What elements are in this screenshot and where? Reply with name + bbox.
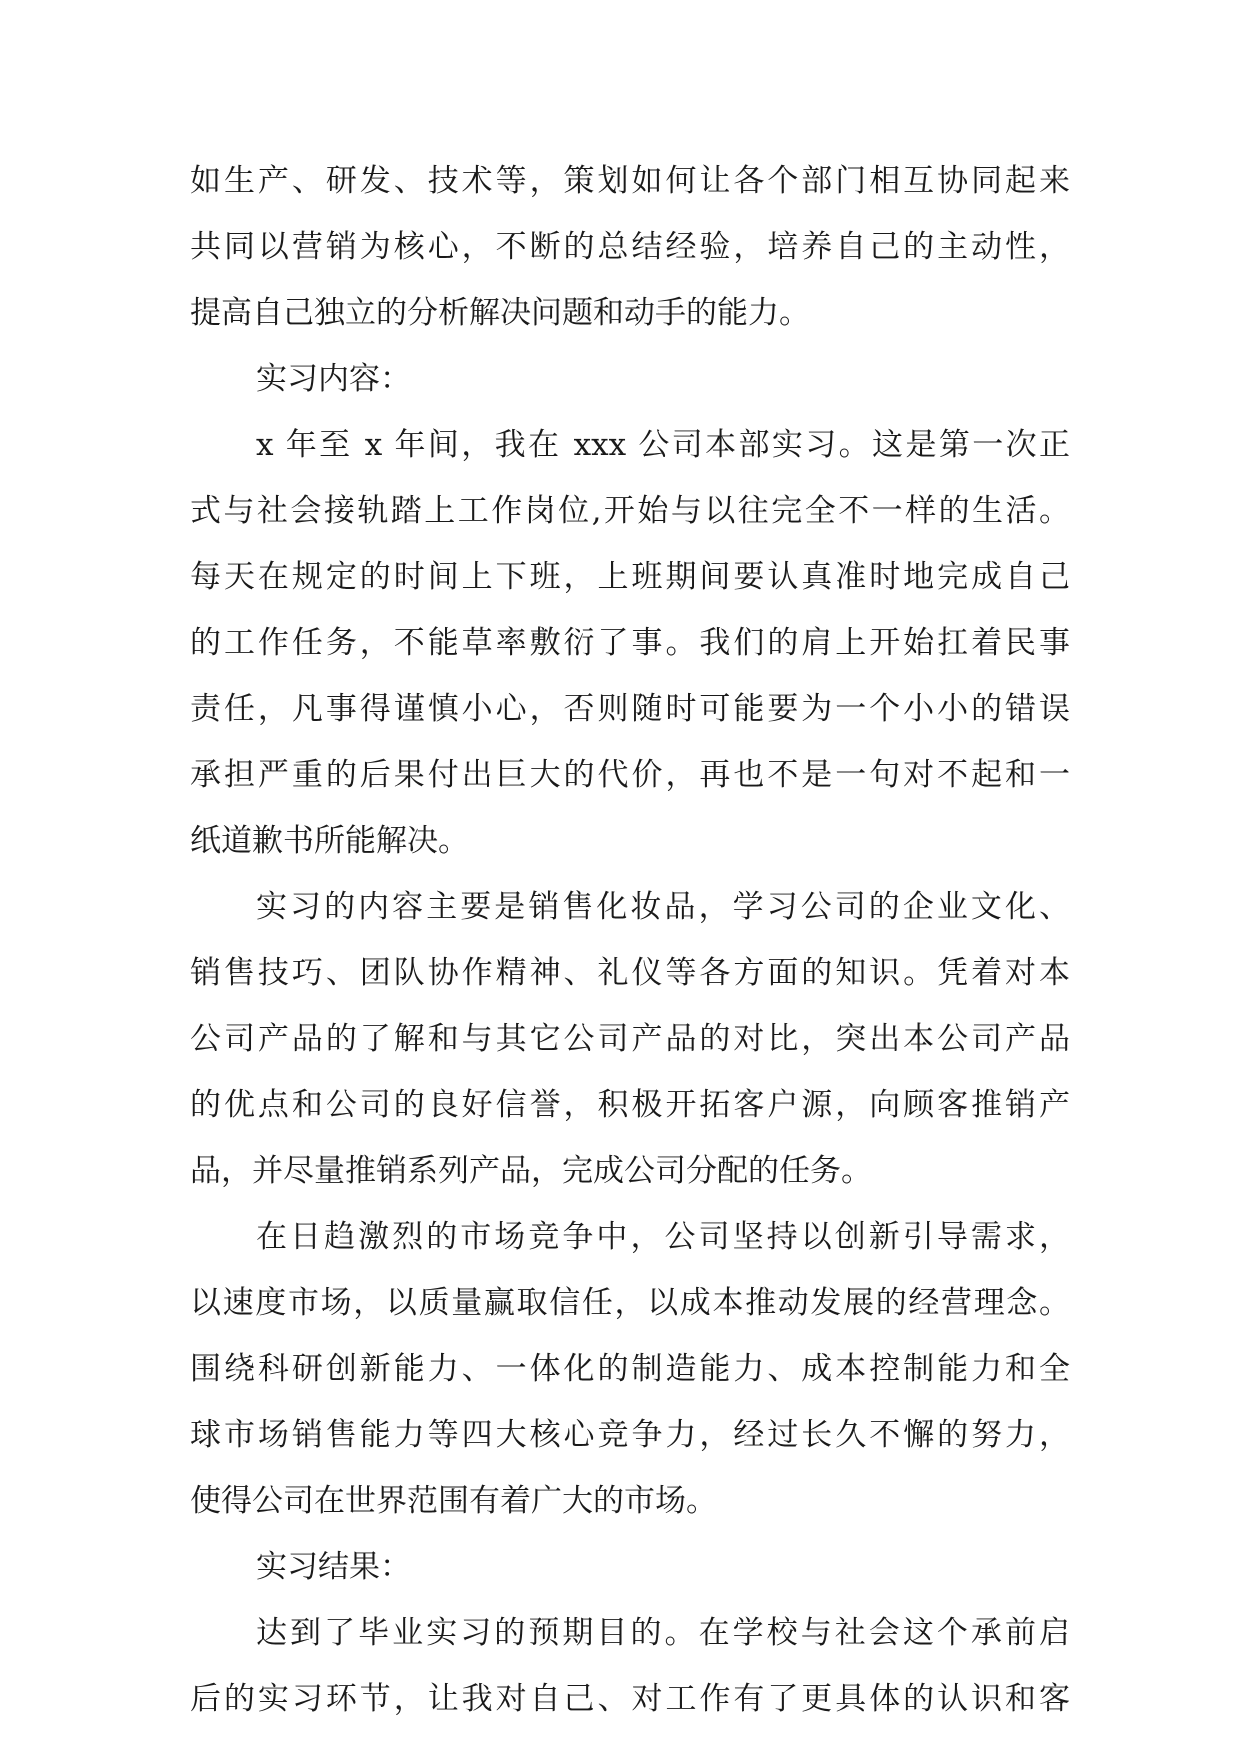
text-line: 在日趋激烈的市场竞争中，公司坚持以创新引导需求，: [256, 1219, 1070, 1255]
text-line: 球市场销售能力等四大核心竞争力，经过长久不懈的努力，: [190, 1417, 1070, 1453]
text-line: 共同以营销为核心，不断的总结经验，培养自己的主动性，: [190, 229, 1070, 265]
text-line: 提高自己独立的分析解决问题和动手的能力。: [190, 295, 810, 331]
text-line: 的工作任务，不能草率敷衍了事。我们的肩上开始扛着民事: [190, 625, 1070, 661]
text-line: 纸道歉书所能解决。: [190, 823, 469, 859]
section-heading-internship-result: 实习结果：: [256, 1549, 411, 1585]
text-line: x 年至 x 年间，我在 xxx 公司本部实习。这是第一次正: [256, 427, 1070, 463]
text-line: 责任，凡事得谨慎小心，否则随时可能要为一个小小的错误: [190, 691, 1070, 727]
text-line: 达到了毕业实习的预期目的。在学校与社会这个承前启: [256, 1615, 1070, 1651]
text-line: 承担严重的后果付出巨大的代价，再也不是一句对不起和一: [190, 757, 1070, 793]
text-line: 使得公司在世界范围有着广大的市场。: [190, 1483, 717, 1519]
text-line: 围绕科研创新能力、一体化的制造能力、成本控制能力和全: [190, 1351, 1070, 1387]
text-line: 每天在规定的时间上下班，上班期间要认真准时地完成自己: [190, 559, 1070, 595]
text-line: 式与社会接轨踏上工作岗位,开始与以往完全不一样的生活。: [190, 493, 1070, 529]
section-heading-internship-content: 实习内容：: [256, 361, 411, 397]
text-line: 品，并尽量推销系列产品，完成公司分配的任务。: [190, 1153, 872, 1189]
text-line: 如生产、研发、技术等，策划如何让各个部门相互协同起来: [190, 163, 1070, 199]
text-line: 后的实习环节，让我对自己、对工作有了更具体的认识和客: [190, 1681, 1070, 1717]
text-line: 销售技巧、团队协作精神、礼仪等各方面的知识。凭着对本: [190, 955, 1070, 991]
text-line: 以速度市场，以质量赢取信任，以成本推动发展的经营理念。: [190, 1285, 1070, 1321]
text-line: 的优点和公司的良好信誉，积极开拓客户源，向顾客推销产: [190, 1087, 1070, 1123]
text-line: 公司产品的了解和与其它公司产品的对比，突出本公司产品: [190, 1021, 1070, 1057]
text-line: 实习的内容主要是销售化妆品，学习公司的企业文化、: [256, 889, 1070, 925]
